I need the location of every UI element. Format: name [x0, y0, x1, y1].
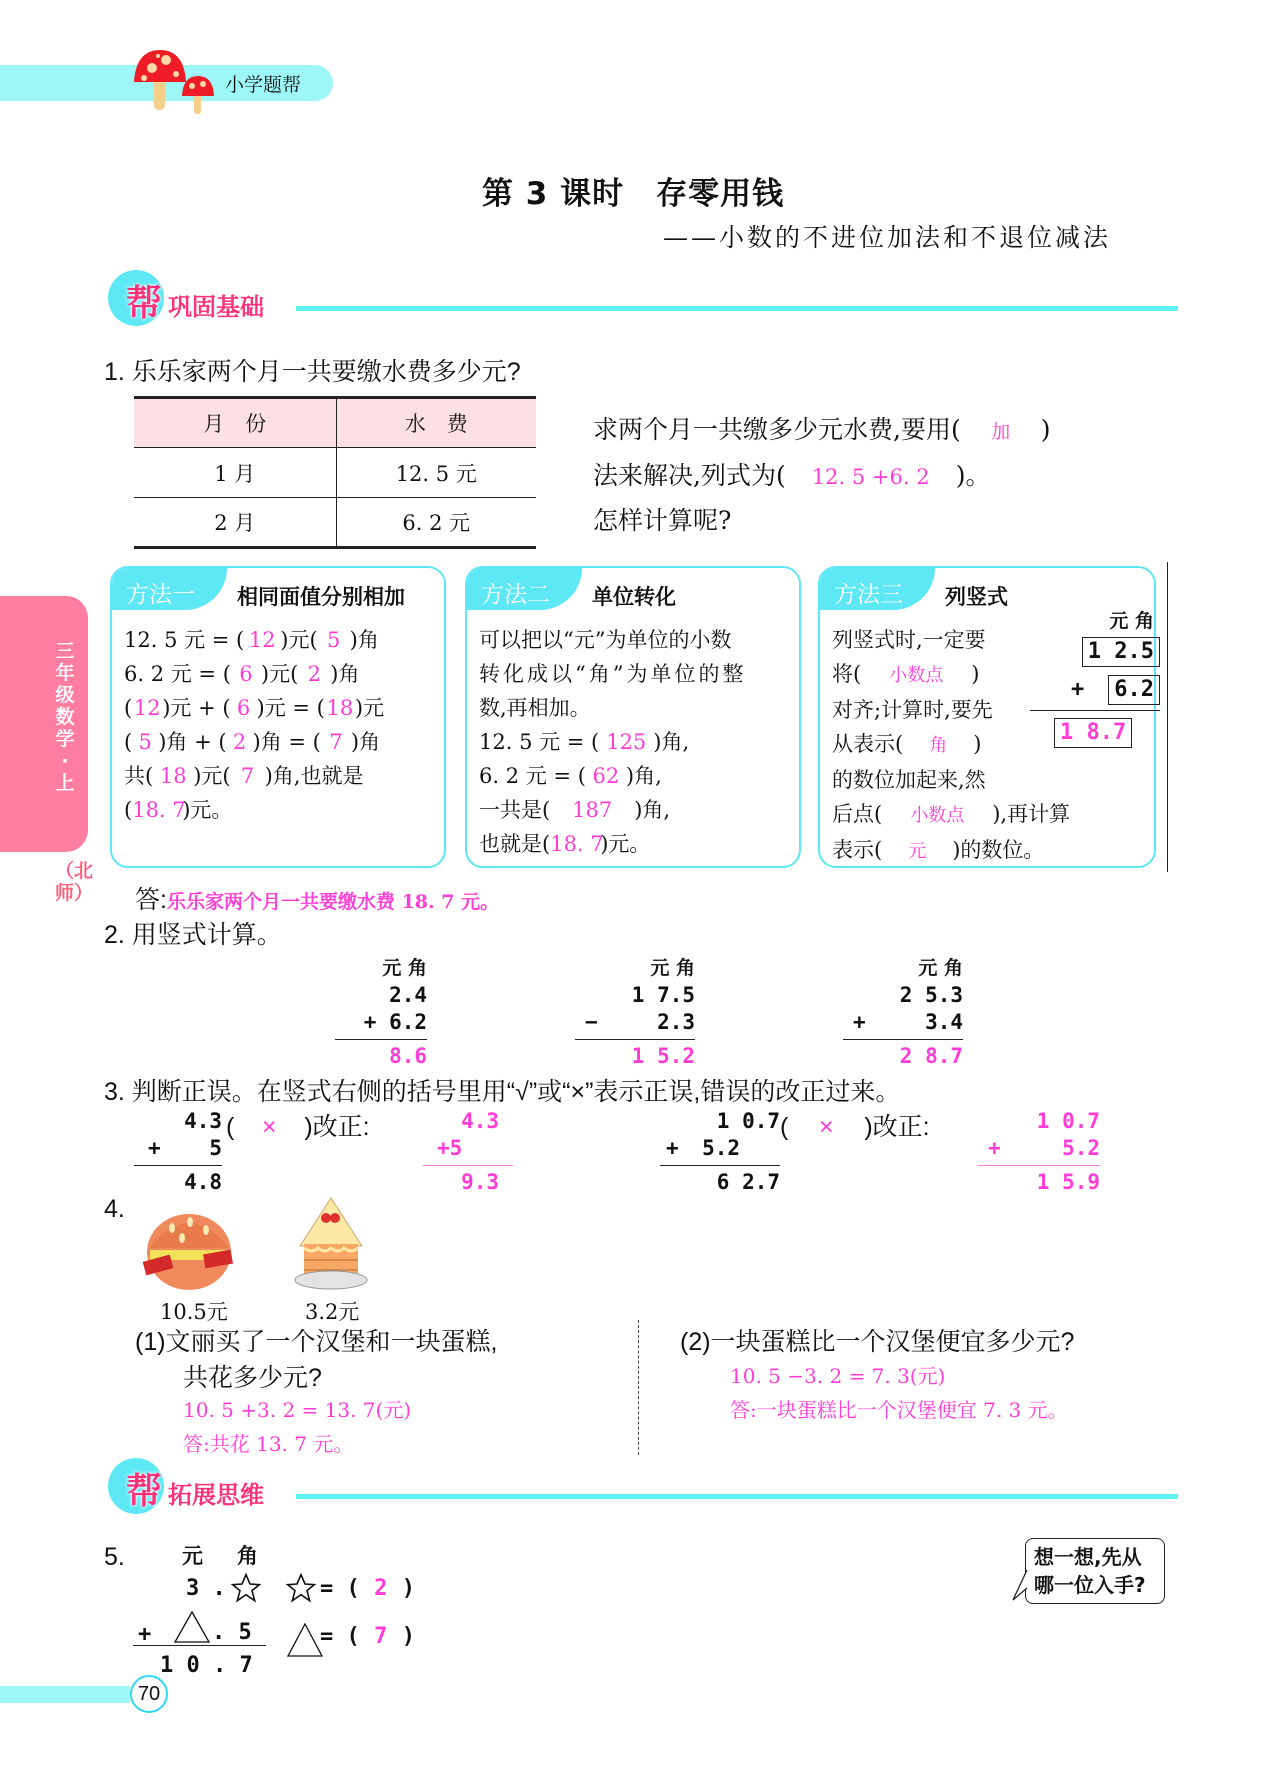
- answer-fill: 125: [606, 730, 647, 754]
- table-header: 水 费: [336, 398, 536, 448]
- dashed-divider: [638, 1320, 639, 1455]
- mushroom-small-icon: [180, 74, 216, 114]
- table-header: 月 份: [134, 398, 336, 448]
- addend-box: 1 2.5: [1082, 637, 1160, 667]
- q3-item-1-calc: 4.3 + 5 4.8: [134, 1108, 222, 1196]
- bubble-tail: [1012, 1570, 1028, 1604]
- table-cell: 12. 5 元: [336, 448, 536, 498]
- table-header-row: [134, 398, 536, 448]
- addend: 2.4: [389, 983, 427, 1007]
- method-title: 相同面值分别相加: [237, 585, 405, 609]
- answer-fill: 187: [572, 798, 613, 822]
- answer-fill: 6: [239, 662, 253, 686]
- lesson-title: 第 3 课时 存零用钱: [482, 176, 785, 212]
- method-title: 列竖式: [945, 585, 1008, 609]
- answer-fill: 元: [908, 841, 927, 862]
- q4-sub1-answer: 答:共花 13. 7 元。: [183, 1432, 354, 1456]
- prompt-text: 求两个月一共缴多少元水费,要用(: [593, 415, 961, 444]
- footer-band: [0, 1686, 130, 1703]
- q4-sub1-question-line2: 共花多少元?: [183, 1364, 322, 1392]
- units-label: 元 角: [382, 957, 427, 979]
- answer-label: 答:: [135, 886, 167, 914]
- answer-fill: 7: [329, 730, 343, 754]
- q3-item-2-judge: ( × )改正:: [780, 1113, 930, 1141]
- method3-result: [1054, 718, 1132, 748]
- q5-sum-line: [133, 1645, 266, 1646]
- section-badge: 帮: [126, 283, 163, 324]
- result: 2 8.7: [899, 1044, 963, 1068]
- page-number: 70: [130, 1675, 168, 1713]
- hamburger-price: 10.5元: [160, 1300, 228, 1324]
- addend: 3.4: [925, 1010, 963, 1034]
- hint-line: 想一想,先从: [1034, 1545, 1142, 1569]
- method-body: 列竖式时,一定要 将( 小数点 ) 对齐;计算时,要先 从表示( 角 ) 的数位加起来,然 后点( 小数点 ),再计算 表示( 元 )的数位。: [832, 623, 1070, 868]
- q4-sub2-work: 10. 5 −3. 2 = 7. 3(元): [730, 1364, 946, 1388]
- method-tab: 方法二: [467, 568, 582, 610]
- answer-fill: 角: [929, 735, 948, 756]
- operator: +: [363, 1010, 377, 1034]
- answer-fill: 18: [326, 696, 354, 720]
- prompt-line: [593, 454, 1050, 499]
- answer-fill: 18: [159, 764, 187, 788]
- judgement-mark: ×: [262, 1113, 277, 1141]
- table-row: [134, 448, 536, 498]
- q4-number: 4.: [104, 1195, 125, 1223]
- answer-fill: 6: [236, 696, 251, 720]
- addend-box: 6.2: [1108, 675, 1160, 705]
- units-label: 元 角: [650, 957, 695, 979]
- q5-plus: +: [138, 1622, 152, 1647]
- table-row: [134, 498, 536, 548]
- prompt-text: 法来解决,列式为(: [593, 461, 786, 490]
- result: 1 5.2: [631, 1044, 695, 1068]
- method-box-2: [465, 566, 801, 868]
- section-badge: 帮: [126, 1471, 163, 1512]
- method-tab: 方法三: [820, 568, 935, 610]
- sum-line: [575, 1039, 695, 1040]
- hint-line: 哪一位入手?: [1034, 1573, 1146, 1597]
- q3-item-2-calc: 1 0.7 + 5.2 6 2.7: [660, 1108, 780, 1196]
- sum-box: 1 8.7: [1054, 718, 1132, 748]
- water-fee-table: [134, 396, 536, 549]
- addend: 2 5.3: [899, 983, 963, 1007]
- q5-result: 1 0 . 7: [160, 1653, 253, 1678]
- section-divider: [296, 306, 1178, 311]
- q1-answer: [135, 880, 499, 916]
- answer-fill: 5: [138, 730, 152, 754]
- star-icon: [230, 1572, 262, 1604]
- q3-item-1-fix: 4.3 +5 9.3: [423, 1108, 513, 1196]
- answer-fill: 12: [248, 628, 276, 652]
- q3-question: 3. 判断正误。在竖式右侧的括号里用“√”或“×”表示正误,错误的改正过来。: [104, 1078, 901, 1106]
- prompt-text: ): [1040, 415, 1051, 444]
- q5-unit-yuan: 元: [182, 1543, 203, 1568]
- hint-bubble: [1025, 1538, 1165, 1604]
- publisher-label: （北师）: [55, 860, 94, 904]
- q4-sub2-question: (2)一块蛋糕比一个汉堡便宜多少元?: [680, 1328, 1075, 1356]
- prompt-text: )。: [955, 461, 991, 490]
- answer-fill: 小数点: [889, 665, 944, 686]
- brand-name: 小学题帮: [225, 74, 302, 96]
- q4-sub2-answer: 答:一块蛋糕比一个汉堡便宜 7. 3 元。: [730, 1398, 1068, 1422]
- section-header-basic: [108, 270, 1178, 330]
- answer-fill: 12: [133, 696, 161, 720]
- prompt-line: [593, 408, 1050, 454]
- result: 8.6: [389, 1044, 427, 1068]
- method-body: 12. 5 元 = ( 12 )元( 5 )角 6. 2 元 = ( 6 )元( 2 )角 (12)元 + ( 6 )元 = (18)元 ( 5 )角 + ( 2 )角 = ( 7 )角 共( 18 )元( 7 )角,也就是 (18. 7)元。: [124, 623, 384, 827]
- q2-calc-3: [843, 955, 963, 1070]
- hamburger-icon: [142, 1208, 237, 1290]
- section-label: 巩固基础: [168, 293, 264, 321]
- subtrahend: 2.3: [657, 1010, 695, 1034]
- method-box-1: [110, 566, 446, 868]
- answer-fill: 小数点: [910, 805, 965, 826]
- star-icon: [285, 1572, 317, 1604]
- q5-bottom-suffix: . 5: [212, 1620, 252, 1645]
- star-answer: 2: [374, 1576, 388, 1601]
- triangle-equation: = ( 7 ): [320, 1624, 415, 1649]
- sum-line: [1030, 710, 1160, 711]
- grade-label: 三年级数学·上: [55, 640, 75, 794]
- units-label: 元 角: [1109, 610, 1154, 632]
- answer-fill: 5: [326, 628, 341, 652]
- answer-text: 乐乐家两个月一共要缴水费 18. 7 元。: [166, 891, 500, 913]
- table-cell: 2 月: [134, 498, 336, 548]
- units-label: 元 角: [918, 957, 963, 979]
- q2-calc-2: [575, 955, 695, 1070]
- answer-fill: 18. 7: [132, 798, 186, 822]
- method3-vertical-calc: [1040, 606, 1160, 705]
- method-body: 可以把以“元”为单位的小数 转化成以“角”为单位的整 数,再相加。 12. 5 元 = ( 125 )角, 6. 2 元 = ( 62 )角, 一共是( 187 )角, 也就是(18. 7)元。: [479, 623, 746, 861]
- sum-line: [335, 1039, 427, 1040]
- table-cell: 1 月: [134, 448, 336, 498]
- method-tab: 方法一: [112, 568, 227, 610]
- section-header-extend: [108, 1458, 1178, 1518]
- triangle-answer: 7: [374, 1624, 388, 1649]
- q5-top-number: 3 .: [186, 1576, 226, 1601]
- q1-prompt: [593, 408, 1050, 543]
- q4-sub1-question-line1: (1)文丽买了一个汉堡和一块蛋糕,: [135, 1328, 498, 1356]
- sum-line: [843, 1039, 963, 1040]
- star-equation: = ( 2 ): [320, 1576, 415, 1601]
- q2-question: 2. 用竖式计算。: [104, 921, 282, 949]
- addend: 6.2: [389, 1010, 427, 1034]
- answer-fill: 2: [232, 730, 247, 754]
- judgement-mark: ×: [819, 1113, 834, 1141]
- answer-fill: 7: [240, 764, 255, 788]
- minuend: 1 7.5: [631, 983, 695, 1007]
- q3-item-1-judge: ( × )改正:: [226, 1113, 370, 1141]
- answer-fill: 18. 7: [550, 832, 604, 856]
- q1-question: 1. 乐乐家两个月一共要缴水费多少元?: [104, 358, 521, 386]
- q5-number: 5.: [104, 1543, 125, 1571]
- lesson-subtitle: ——小数的不进位加法和不退位减法: [663, 223, 1112, 252]
- triangle-icon: [173, 1610, 211, 1644]
- cake-price: 3.2元: [305, 1300, 360, 1324]
- operator: −: [585, 1010, 598, 1034]
- cake-icon: [292, 1196, 370, 1292]
- answer-fill: 62: [592, 764, 620, 788]
- answer-fill: 12. 5 +6. 2: [811, 465, 930, 489]
- triangle-icon: [286, 1622, 324, 1658]
- answer-fill: 加: [991, 421, 1011, 443]
- table-cell: 6. 2 元: [336, 498, 536, 548]
- q3-item-2-fix: 1 0.7 + 5.2 1 5.9: [978, 1108, 1100, 1196]
- section-divider: [296, 1494, 1178, 1499]
- section-label: 拓展思维: [168, 1481, 264, 1509]
- method-title: 单位转化: [592, 585, 676, 609]
- q5-unit-jiao: 角: [237, 1543, 258, 1568]
- operator: +: [1071, 677, 1085, 702]
- prompt-line: 怎样计算呢?: [593, 506, 732, 535]
- q2-calc-1: [335, 955, 427, 1070]
- operator: +: [853, 1010, 866, 1034]
- answer-fill: 2: [307, 662, 321, 686]
- q4-sub1-work: 10. 5 +3. 2 = 13. 7(元): [183, 1398, 412, 1422]
- margin-rule: [1167, 562, 1168, 872]
